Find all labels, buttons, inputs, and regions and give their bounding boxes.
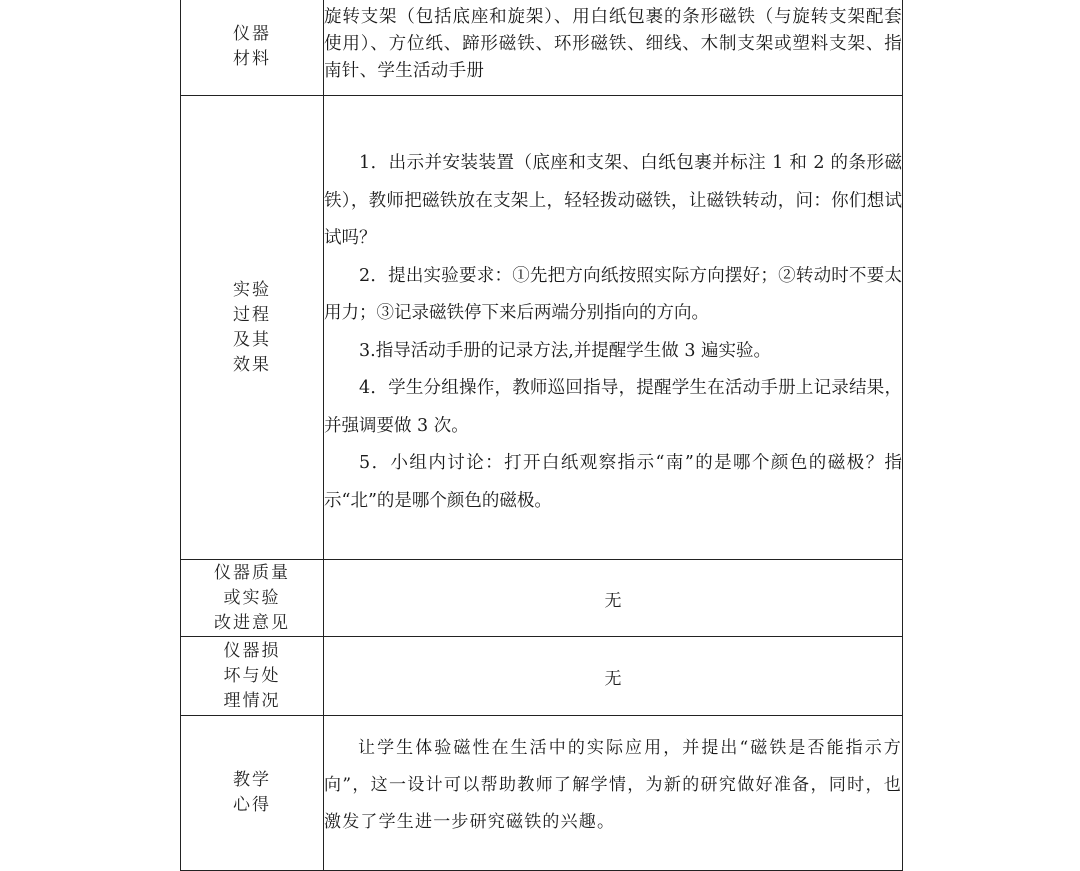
materials-content — [324, 0, 903, 96]
process-steps — [324, 135, 902, 520]
process-row — [181, 96, 903, 560]
reflection-label — [181, 716, 324, 871]
damage-label-line-2: 坏与处 — [223, 665, 281, 686]
damage-content: 无 — [324, 637, 903, 716]
process-label-line-4: 效果 — [233, 354, 271, 375]
quality-label-line-2: 或实验 — [223, 587, 281, 608]
process-label-line-3: 及其 — [233, 329, 271, 350]
process-step-1: 1．出示并安装装置（底座和支架、白纸包裹并标注 1 和 2 的条形磁铁），教师把磁铁放在支架上，轻轻拨动磁铁，让磁铁转动，问：你们想试试吗？ — [324, 153, 902, 248]
process-step-4: 4．学生分组操作，教师巡回指导，提醒学生在活动手册上记录结果，并强调要做 3 次。 — [324, 378, 902, 436]
materials-label — [181, 0, 324, 96]
quality-row — [181, 560, 903, 637]
process-label — [181, 96, 324, 560]
materials-label-line-2: 材料 — [233, 49, 271, 69]
quality-content: 无 — [324, 560, 903, 637]
process-content — [324, 96, 903, 560]
damage-label-line-1: 仪器损 — [223, 640, 281, 661]
quality-label-line-1: 仪器质量 — [214, 562, 290, 583]
reflection-content — [324, 716, 903, 871]
reflection-label-line-2: 心得 — [233, 795, 271, 815]
process-label-line-1: 实验 — [233, 279, 271, 300]
lab-record-table — [180, 0, 903, 871]
damage-label — [181, 637, 324, 716]
lab-record-sheet — [180, 0, 902, 866]
process-step-3: 3.指导活动手册的记录方法,并提醒学生做 3 遍实验。 — [359, 340, 772, 361]
materials-row — [181, 0, 903, 96]
damage-row — [181, 637, 903, 716]
quality-label — [181, 560, 324, 637]
process-label-line-2: 过程 — [233, 304, 271, 325]
reflection-text: 让学生体验磁性在生活中的实际应用，并提出“磁铁是否能指示方向”，这一设计可以帮助教师了解学情，为新的研究做好准备，同时，也激发了学生进一步研究磁铁的兴趣。 — [324, 737, 902, 832]
reflection-row — [181, 716, 903, 871]
materials-label-line-1: 仪器 — [233, 24, 271, 44]
process-step-5: 5．小组内讨论：打开白纸观察指示“南”的是哪个颜色的磁极？指示“北”的是哪个颜色的磁极。 — [324, 453, 902, 511]
materials-text: 旋转支架（包括底座和旋架）、用白纸包裹的条形磁铁（与旋转支架配套使用）、方位纸、蹄形磁铁、环形磁铁、细线、木制支架或塑料支架、指南针、学生活动手册 — [324, 6, 902, 81]
damage-label-line-3: 理情况 — [223, 690, 281, 711]
quality-label-line-3: 改进意见 — [214, 612, 290, 633]
process-step-2: 2．提出实验要求：①先把方向纸按照实际方向摆好；②转动时不要太用力；③记录磁铁停下来后两端分别指向的方向。 — [324, 265, 902, 323]
reflection-label-line-1: 教学 — [233, 770, 271, 790]
